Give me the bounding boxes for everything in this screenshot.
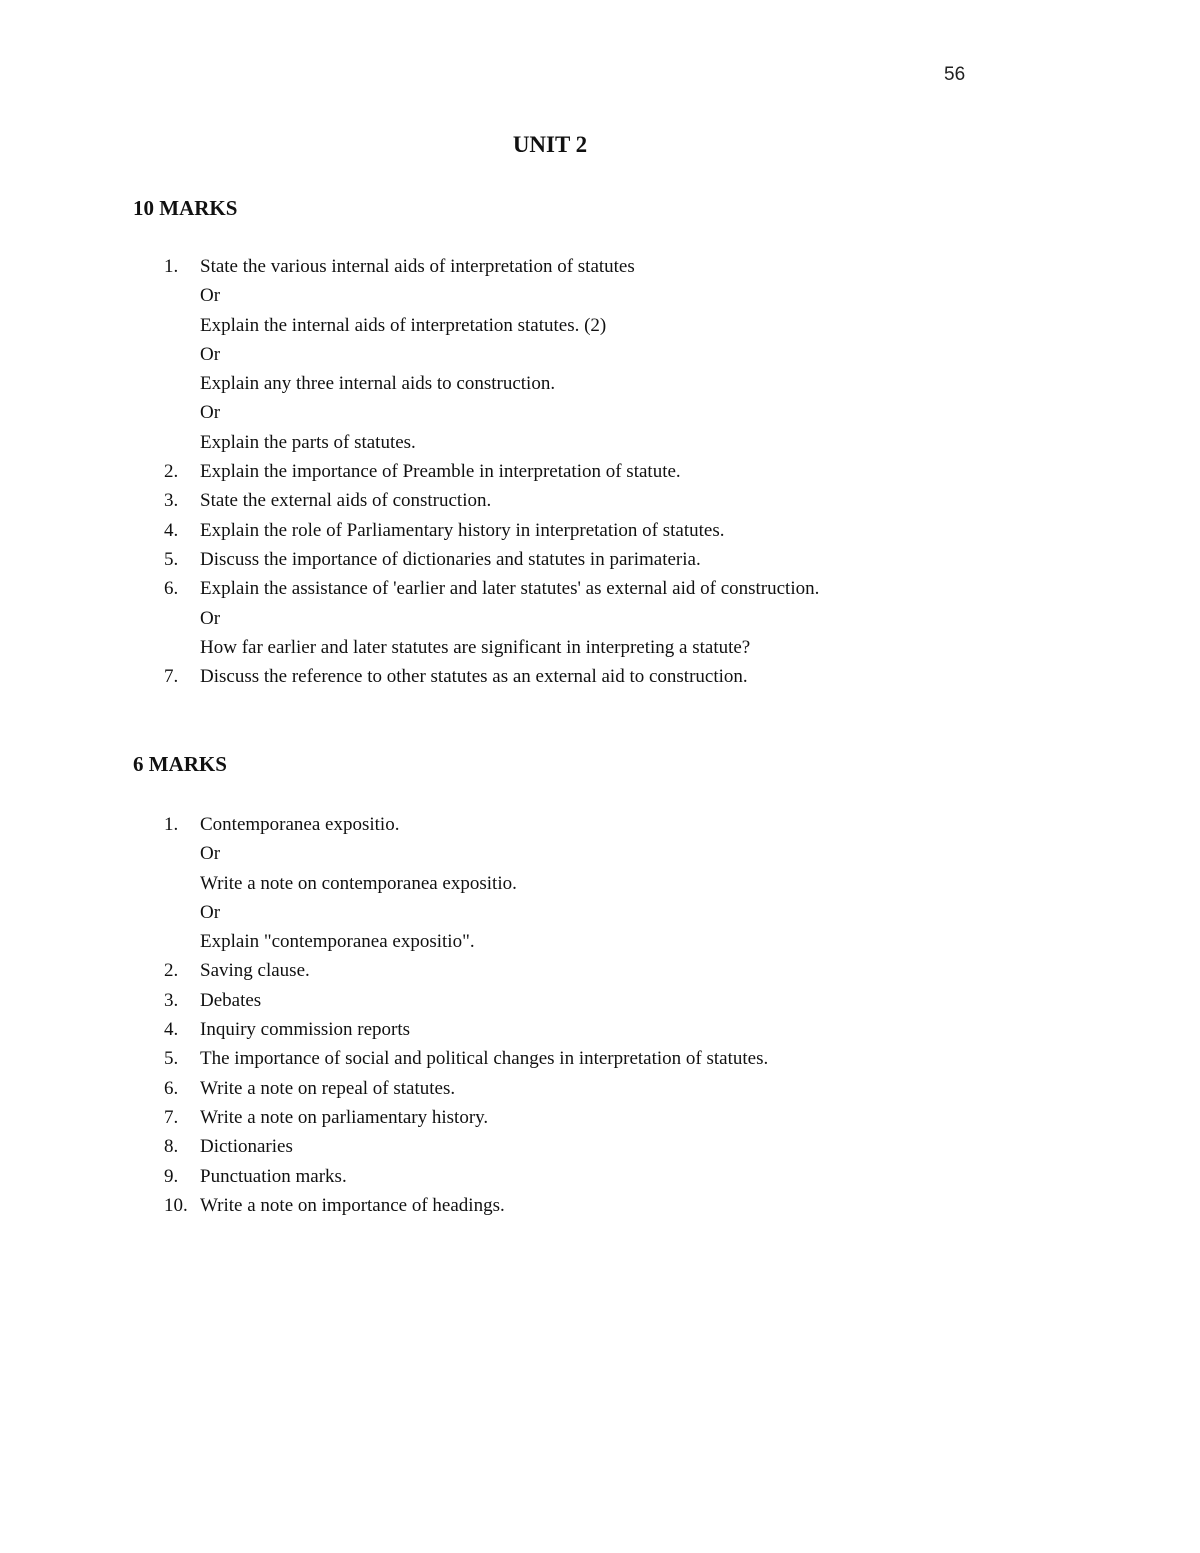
question-text: Discuss the importance of dictionaries and statutes in parimateria. bbox=[200, 548, 701, 570]
question-number: 2. bbox=[164, 960, 179, 982]
question-text: Or bbox=[200, 285, 221, 307]
question-text: Write a note on contemporanea expositio. bbox=[200, 872, 517, 894]
question-text: Explain the importance of Preamble in interpretation of statute. bbox=[200, 461, 681, 483]
question-number: 6. bbox=[164, 578, 179, 600]
question-line bbox=[0, 1015, 1100, 1044]
question-line bbox=[0, 1103, 1100, 1132]
question-text: Punctuation marks. bbox=[200, 1165, 347, 1187]
question-line bbox=[0, 398, 1100, 427]
question-line bbox=[0, 281, 1100, 310]
question-text: Write a note on importance of headings. bbox=[200, 1194, 505, 1216]
question-text: Dictionaries bbox=[200, 1136, 293, 1158]
question-text: Explain the role of Parliamentary history in interpretation of statutes. bbox=[200, 519, 725, 541]
question-text: State the various internal aids of interpretation of statutes bbox=[200, 256, 635, 277]
question-text: Explain the assistance of 'earlier and later statutes' as external aid of construction. bbox=[200, 578, 820, 600]
question-line bbox=[0, 311, 1100, 340]
question-text: Debates bbox=[200, 989, 262, 1011]
question-line bbox=[0, 545, 1100, 574]
question-line bbox=[0, 839, 1100, 868]
section-heading-6-marks: 6 MARKS bbox=[133, 752, 227, 776]
question-text: Or bbox=[200, 843, 221, 865]
question-number: 7. bbox=[164, 1106, 179, 1128]
question-number: 4. bbox=[164, 519, 179, 541]
question-text: How far earlier and later statutes are significant in interpreting a statute? bbox=[200, 636, 751, 658]
question-text: Write a note on repeal of statutes. bbox=[200, 1077, 456, 1099]
question-number: 10. bbox=[164, 1194, 188, 1216]
question-text: Or bbox=[200, 402, 221, 424]
page-number: 56 bbox=[944, 64, 966, 85]
question-line bbox=[0, 604, 1100, 633]
section-heading-10-marks: 10 MARKS bbox=[133, 196, 238, 220]
question-line bbox=[0, 633, 1100, 662]
question-line bbox=[0, 869, 1100, 898]
unit-title: UNIT 2 bbox=[512, 132, 588, 157]
question-line bbox=[0, 1191, 1100, 1220]
question-number: 4. bbox=[164, 1019, 179, 1041]
question-line bbox=[0, 986, 1100, 1015]
question-text: Explain the parts of statutes. bbox=[200, 431, 416, 453]
question-line bbox=[0, 898, 1100, 927]
question-text: Discuss the reference to other statutes as an external aid to construction. bbox=[200, 666, 748, 688]
question-text: Or bbox=[200, 343, 221, 365]
question-number: 1. bbox=[164, 256, 179, 277]
question-number: 5. bbox=[164, 1048, 179, 1070]
question-line bbox=[0, 927, 1100, 956]
question-text: State the external aids of construction. bbox=[200, 490, 492, 512]
question-number: 6. bbox=[164, 1077, 179, 1099]
question-number: 3. bbox=[164, 490, 179, 512]
question-list-10-marks bbox=[0, 252, 1100, 691]
question-line bbox=[0, 1132, 1100, 1161]
question-number: 2. bbox=[164, 461, 179, 483]
question-text: Explain any three internal aids to construction. bbox=[200, 373, 556, 395]
question-line bbox=[0, 340, 1100, 369]
question-text: Or bbox=[200, 901, 221, 923]
question-number: 9. bbox=[164, 1165, 179, 1187]
question-number: 7. bbox=[164, 666, 179, 688]
question-line bbox=[0, 457, 1100, 486]
question-number: 1. bbox=[164, 814, 179, 835]
question-line bbox=[0, 428, 1100, 457]
question-line bbox=[0, 252, 1100, 281]
question-number: 8. bbox=[164, 1136, 179, 1158]
question-number: 5. bbox=[164, 548, 179, 570]
question-line bbox=[0, 810, 1100, 839]
question-line bbox=[0, 516, 1100, 545]
question-line bbox=[0, 1074, 1100, 1103]
question-text: Contemporanea expositio. bbox=[200, 814, 400, 835]
question-text: Saving clause. bbox=[200, 960, 310, 982]
question-text: Explain "contemporanea expositio". bbox=[200, 931, 475, 953]
question-line bbox=[0, 486, 1100, 515]
question-line bbox=[0, 574, 1100, 603]
question-list-6-marks bbox=[0, 810, 1100, 1220]
question-text: The importance of social and political changes in interpretation of statutes. bbox=[200, 1048, 769, 1070]
question-number: 3. bbox=[164, 989, 179, 1011]
question-text: Inquiry commission reports bbox=[200, 1019, 411, 1041]
question-line bbox=[0, 369, 1100, 398]
question-text: Or bbox=[200, 607, 221, 629]
question-line bbox=[0, 1162, 1100, 1191]
question-text: Write a note on parliamentary history. bbox=[200, 1106, 489, 1128]
question-text: Explain the internal aids of interpretation statutes. (2) bbox=[200, 314, 607, 336]
question-line bbox=[0, 662, 1100, 691]
question-line bbox=[0, 956, 1100, 985]
question-line bbox=[0, 1044, 1100, 1073]
